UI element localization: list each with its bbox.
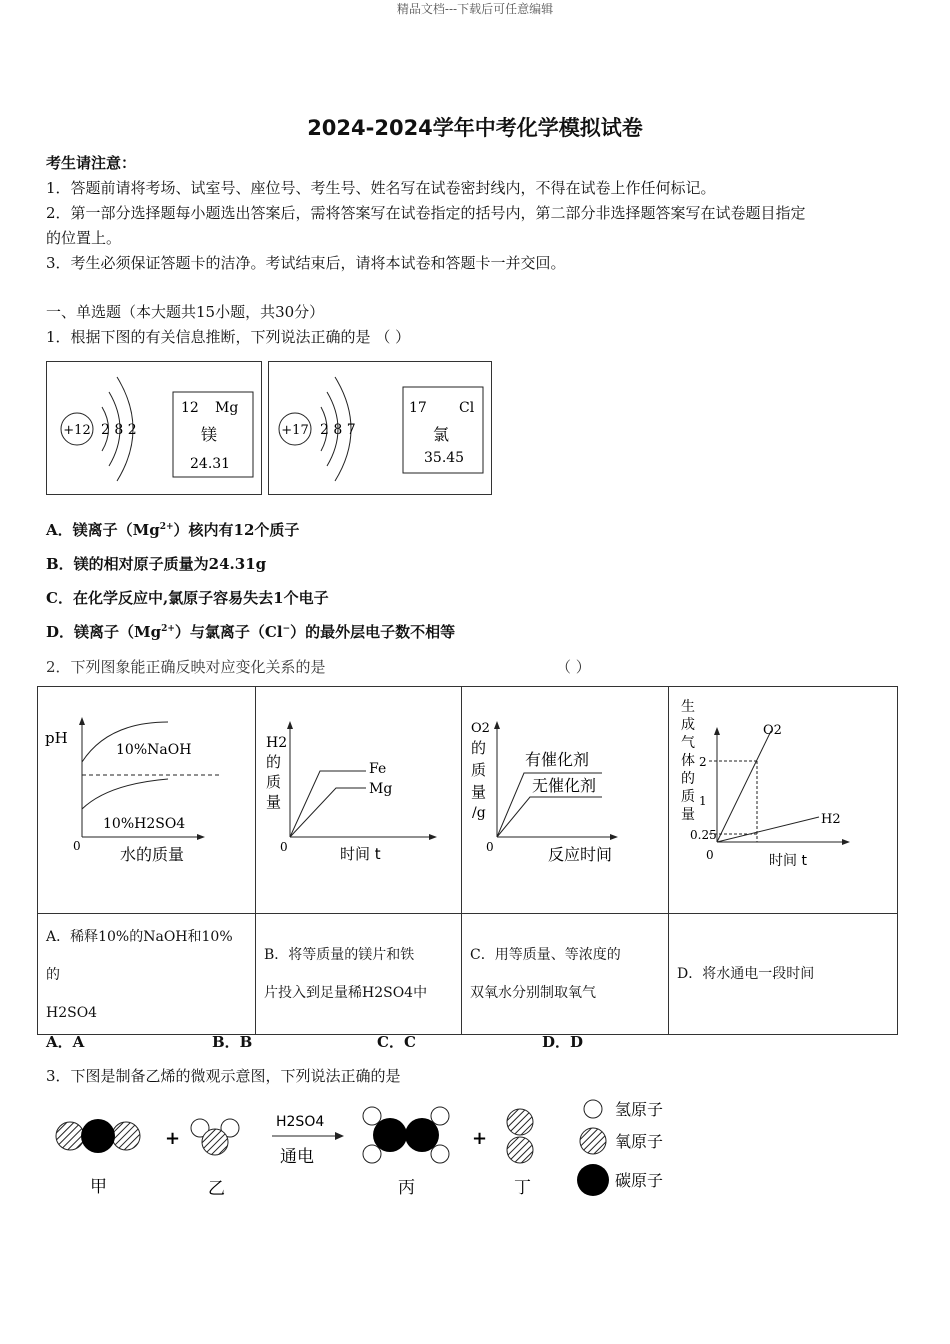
- graph-c-ylabel-char: 质: [471, 761, 487, 779]
- carbon-atom: [405, 1118, 439, 1152]
- mg-atomic-number: 12: [181, 400, 199, 416]
- q1-option-c[interactable]: [46, 587, 329, 608]
- graph-c-no-catalyst-line: [497, 797, 602, 837]
- mg-shells-label: 2 8 2: [101, 422, 137, 438]
- graph-a-curve2-label: 10%H2SO4: [103, 816, 186, 832]
- oxygen-atom: [507, 1137, 533, 1163]
- graph-d-ylabel-char: 生: [681, 699, 695, 715]
- graph-b-xlabel: 时间 t: [340, 845, 381, 863]
- q1-option-d[interactable]: [46, 621, 455, 642]
- option-text: ）核内有12个质子: [173, 521, 300, 539]
- graph-d-ylabel-char: 质: [681, 789, 695, 805]
- hydrogen-atom: [431, 1145, 449, 1163]
- graph-c-x-arrow: [610, 834, 618, 840]
- legend-carbon-label: 碳原子: [615, 1171, 664, 1190]
- graph-b-mg-label: Mg: [369, 781, 393, 797]
- caption-line: C．用等质量、等浓度的: [470, 947, 621, 963]
- legend-oxygen-icon: [580, 1128, 606, 1154]
- q3-reaction-diagram: [40, 1092, 700, 1207]
- question-3-stem: 3．下图是制备乙烯的微观示意图，下列说法正确的是: [46, 1067, 401, 1085]
- condition-top: H2SO4: [276, 1114, 325, 1130]
- notice-item: 1．答题前请将考场、试室号、座位号、考生号、姓名写在试卷密封线内，不得在试卷上作任何标记。: [46, 179, 716, 197]
- hydrogen-atom: [363, 1145, 381, 1163]
- graph-b-cell: [256, 687, 462, 914]
- graph-c-ylabel-char: 量: [471, 783, 487, 801]
- mg-symbol: Mg: [215, 400, 239, 416]
- graph-a-h2so4-curve: [82, 779, 168, 809]
- graph-b-fe-label: Fe: [369, 761, 387, 777]
- cl-symbol: Cl: [459, 400, 475, 416]
- option-sup: −: [282, 624, 291, 634]
- caption-line: B．将等质量的镁片和铁: [264, 947, 415, 963]
- graph-c-no-catalyst-label: 无催化剂: [532, 776, 597, 795]
- option-sup: 2+: [159, 522, 174, 532]
- caption-a[interactable]: [38, 914, 256, 1035]
- legend-carbon-icon: [577, 1164, 609, 1196]
- notice-heading: 考生请注意：: [46, 154, 137, 172]
- graph-d: [669, 687, 897, 909]
- oxygen-atom: [56, 1122, 84, 1150]
- caption-line: 双氧水分别制取氧气: [470, 985, 596, 1001]
- graph-c-catalyst-label: 有催化剂: [525, 750, 590, 769]
- graph-d-ylabel-char: 的: [681, 771, 695, 787]
- header-note: 精品文档---下载后可任意编辑: [396, 2, 554, 16]
- graph-b-origin: 0: [280, 840, 288, 854]
- graph-d-ylabel-char: 气: [681, 735, 695, 751]
- graph-b-ylabel-char: 的: [266, 753, 282, 771]
- graph-c-cell: [462, 687, 669, 914]
- graph-a: [38, 687, 255, 909]
- caption-line: 片投入到足量稀H2SO4中: [264, 985, 428, 1001]
- q2-graph-table: [37, 686, 898, 1035]
- graph-d-ylabel-char: 体: [681, 753, 695, 769]
- caption-line: D．将水通电一段时间: [677, 966, 815, 982]
- option-text: B．镁的相对原子质量为24.31g: [46, 555, 267, 573]
- q1-option-a[interactable]: [46, 519, 299, 540]
- graph-b-fe-line: [290, 771, 366, 837]
- graph-b-x-arrow: [429, 834, 437, 840]
- caption-d[interactable]: [669, 914, 898, 1035]
- caption-line: A．稀释10%的NaOH和10%: [46, 929, 233, 945]
- graph-a-curve1-label: 10%NaOH: [116, 742, 192, 758]
- question-1-stem: 1．根据下图的有关信息推断，下列说法正确的是 （ ）: [46, 328, 411, 346]
- graph-d-y-arrow: [714, 727, 720, 735]
- cl-nucleus-label: +17: [281, 423, 309, 438]
- graph-c-ylabel-o2: O2: [471, 721, 490, 736]
- option-text: A．镁离子（Mg: [46, 521, 160, 539]
- graph-d-tick-1: 1: [699, 794, 707, 808]
- option-text: ）的最外层电子数不相等: [290, 623, 456, 641]
- question-2-bracket: （ ）: [556, 658, 591, 676]
- graph-a-y-arrow: [79, 717, 85, 725]
- q2-answer-a[interactable]: A．A: [46, 1033, 85, 1051]
- reaction-arrow-head: [335, 1132, 344, 1140]
- page-title: 2024-2024学年中考化学模拟试卷: [307, 116, 643, 140]
- carbon-atom: [81, 1119, 115, 1153]
- option-text: D．镁离子（Mg: [46, 623, 162, 641]
- graph-b-ylabel-char: 质: [266, 773, 282, 791]
- graph-b-ylabel-char: 量: [266, 793, 282, 811]
- cl-shells-label: 2 8 7: [320, 422, 356, 438]
- molecule-label-yi: 乙: [208, 1179, 225, 1199]
- notice-item: 3．考生必须保证答题卡的洁净。考试结束后，请将本试卷和答题卡一并交回。: [46, 254, 566, 272]
- graph-b-y-arrow: [287, 721, 293, 729]
- question-2-stem: 2．下列图象能正确反映对应变化关系的是: [46, 658, 326, 676]
- mg-nucleus-label: +12: [63, 423, 91, 438]
- legend-hydrogen-icon: [584, 1100, 602, 1118]
- graph-a-origin: 0: [73, 839, 81, 853]
- graph-d-xlabel: 时间 t: [769, 853, 807, 869]
- notice-item: 的位置上。: [46, 229, 122, 247]
- caption-line: H2SO4: [46, 1005, 98, 1021]
- graph-c: [462, 687, 668, 909]
- plus-sign: +: [472, 1128, 488, 1149]
- graph-d-ylabel-char: 成: [681, 717, 695, 733]
- section-heading: 一、单选题（本大题共15小题，共30分）: [46, 303, 325, 321]
- oxygen-atom: [202, 1129, 228, 1155]
- graph-c-xlabel: 反应时间: [548, 845, 613, 864]
- graph-c-ylabel-unit: /g: [472, 805, 486, 821]
- molecule-label-bing: 丙: [398, 1178, 415, 1198]
- graph-b-ylabel-h2: H2: [266, 735, 288, 751]
- graph-c-origin: 0: [486, 840, 494, 854]
- caption-line: 的: [46, 967, 60, 983]
- graph-d-cell: [669, 687, 898, 914]
- cl-mass: 35.45: [424, 450, 465, 466]
- mg-mass: 24.31: [190, 456, 231, 472]
- mg-name: 镁: [201, 425, 218, 444]
- cl-atom-figure: [268, 361, 492, 495]
- oxygen-atom: [112, 1122, 140, 1150]
- graph-d-o2-line: [717, 731, 771, 842]
- graph-a-ylabel: pH: [45, 729, 68, 747]
- hydrogen-atom: [363, 1107, 381, 1125]
- graph-c-y-arrow: [494, 721, 500, 729]
- graph-d-origin: 0: [706, 848, 714, 862]
- plus-sign: +: [165, 1128, 181, 1149]
- molecule-label-ding: 丁: [514, 1178, 531, 1198]
- graph-d-x-arrow: [842, 839, 850, 845]
- graph-d-tick-2: 2: [699, 755, 707, 769]
- carbon-atom: [373, 1118, 407, 1152]
- option-text: C．在化学反应中,氯原子容易失去1个电子: [46, 589, 329, 607]
- graph-d-o2-label: O2: [763, 723, 782, 738]
- legend-oxygen-label: 氧原子: [615, 1132, 664, 1151]
- graph-d-tick-025: 0.25: [690, 828, 717, 842]
- graph-c-ylabel-char: 的: [471, 739, 487, 757]
- graph-d-h2-label: H2: [821, 812, 841, 827]
- option-text: ）与氯离子（Cl: [174, 623, 283, 641]
- graph-a-cell: [38, 687, 256, 914]
- option-sup: 2+: [161, 624, 175, 634]
- hydrogen-atom: [431, 1107, 449, 1125]
- legend-hydrogen-label: 氢原子: [615, 1100, 664, 1119]
- cl-name: 氯: [433, 425, 450, 444]
- condition-bottom: 通电: [280, 1147, 314, 1167]
- q2-answer-b[interactable]: B．B: [212, 1033, 253, 1051]
- q1-option-b[interactable]: [46, 553, 266, 574]
- q2-answer-c[interactable]: C．C: [377, 1033, 416, 1051]
- graph-d-h2-line: [717, 817, 819, 842]
- molecule-label-jia: 甲: [90, 1177, 107, 1197]
- graph-a-x-arrow: [197, 834, 205, 840]
- graph-a-xlabel: 水的质量: [120, 845, 185, 864]
- graph-b: [256, 687, 461, 909]
- caption-c[interactable]: [462, 914, 669, 1035]
- graph-d-ylabel-char: 量: [681, 807, 695, 823]
- mg-atom-figure: [46, 361, 262, 495]
- cl-atomic-number: 17: [409, 400, 427, 416]
- caption-b[interactable]: [256, 914, 462, 1035]
- oxygen-atom: [507, 1109, 533, 1135]
- q2-answer-d[interactable]: D．D: [542, 1033, 584, 1051]
- notice-item: 2．第一部分选择题每小题选出答案后，需将答案写在试卷指定的括号内，第二部分非选择题答案写在试卷题目指定: [46, 204, 806, 222]
